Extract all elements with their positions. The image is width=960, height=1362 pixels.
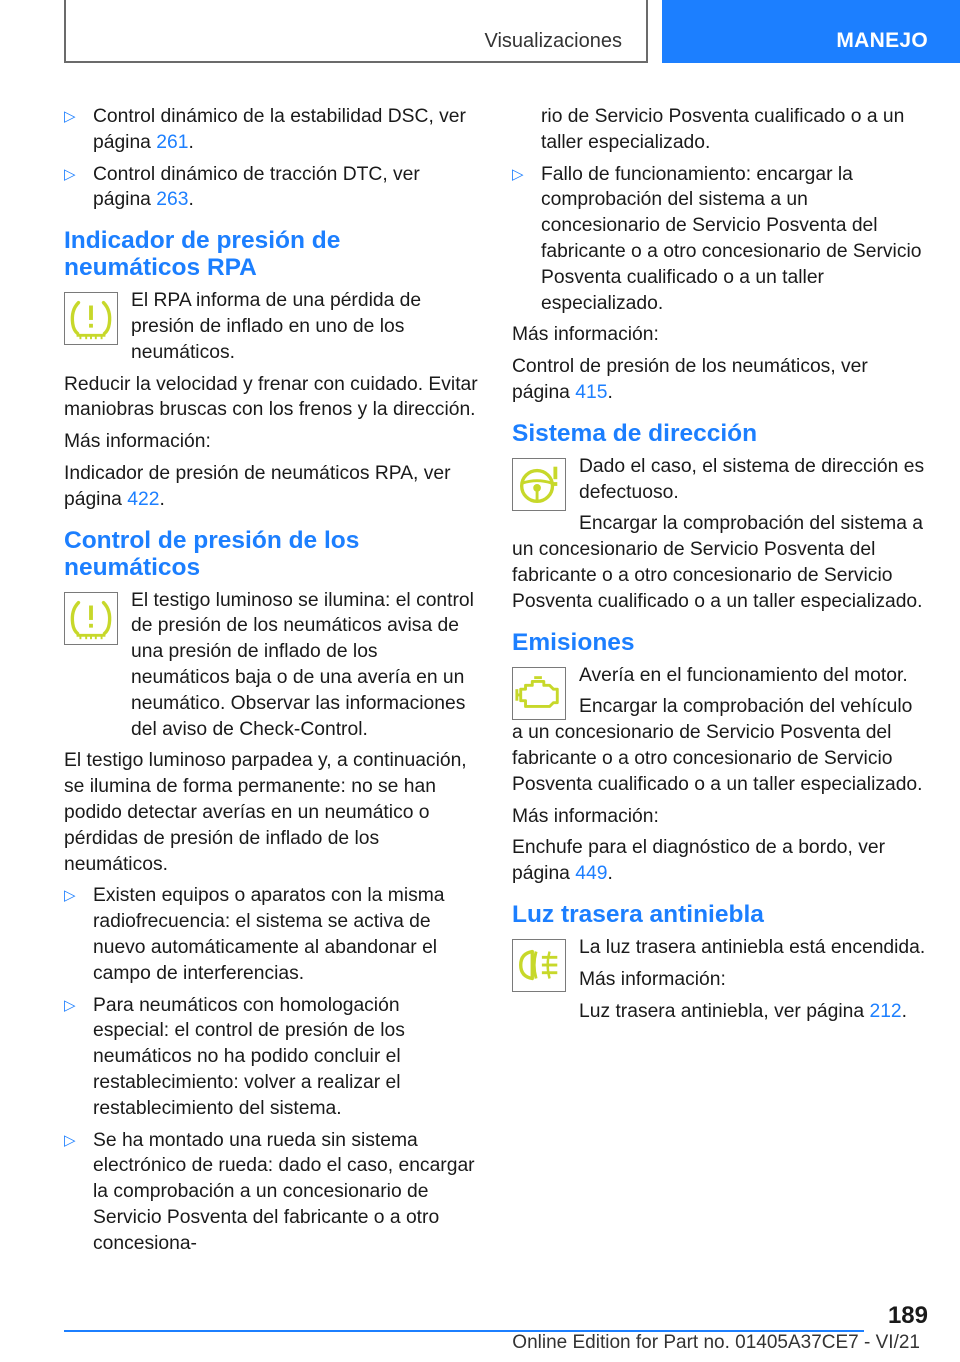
header-chapter-tab[interactable] — [662, 0, 960, 63]
more-info-label: Más información: — [579, 968, 726, 990]
list-item: ▷ Se ha montado una rueda sin sistema electrónico de rueda: dado el caso, encargar la comprobación a un concesionario de Servicio Posventa del fabricante o a otro concesiona- — [64, 1129, 475, 1254]
bullet-triangle-icon: ▷ — [64, 108, 76, 125]
icon-description-2: Encargar la comprobación del sistema a un concesionario de Servicio Posventa del fabricante o a otro concesionario de Servicio Posventa cualificado o a un taller especializado. — [512, 513, 924, 612]
list-item: ▷ Control dinámico de tracción DTC, ver página 263. — [64, 163, 420, 211]
tire-pressure-warning-icon — [64, 592, 118, 645]
page-link[interactable]: 422 — [127, 488, 160, 510]
icon-row — [512, 935, 928, 1024]
list-item: ▷ Existen equipos o aparatos con la misma radiofrecuencia: el sistema se activa de nuevo automáticamente al abandonar el campo de interferencias. — [64, 885, 445, 984]
more-info-label: Más información: — [512, 805, 659, 827]
list-item-continued: rio de Servicio Posventa cualificado o a un taller especializado. — [541, 106, 905, 153]
reference-paragraph: Enchufe para el diagnóstico de a bordo, ver página 449. — [512, 837, 886, 885]
page-number: 189 — [887, 1302, 928, 1329]
icon-row — [512, 663, 928, 798]
page-link[interactable]: 415 — [575, 381, 608, 403]
section-heading-tire-pressure-control: Control de presión de los neumáticos — [64, 526, 360, 581]
bullet-triangle-icon: ▷ — [512, 165, 524, 183]
header-chapter: MANEJO — [836, 29, 928, 52]
bullet-triangle-icon: ▷ — [64, 887, 76, 905]
page-link[interactable]: 261 — [156, 131, 189, 153]
reference-paragraph: Control de presión de los neumáticos, ver página 415. — [512, 356, 868, 403]
section-heading-emissions: Emisiones — [512, 628, 635, 656]
icon-row — [64, 588, 480, 743]
page-link[interactable]: 212 — [869, 1000, 902, 1022]
icon-description: El RPA informa de una pérdida de presión de inflado en uno de los neumáticos. — [131, 290, 422, 363]
icon-description-2: Encargar la comprobación del vehículo a un concesionario de Servicio Posventa del fabricante o a otro concesionario de Servicio Posventa cualificado o a un taller especializado. — [512, 696, 923, 795]
icon-row — [512, 454, 928, 615]
icon-description: El testigo luminoso se ilumina: el control de presión de los neumáticos avisa de una presión de inflado de los neumáticos baja o de una avería en un neumático. Observar las informaciones del aviso de Check-Control. — [131, 589, 474, 740]
header-section: Visualizaciones — [484, 30, 622, 52]
page-link[interactable]: 449 — [575, 863, 608, 885]
steering-warning-icon — [512, 458, 566, 511]
more-info-label: Más información: — [512, 324, 659, 346]
section-heading-rpa: Indicador de presión de neumáticos RPA — [64, 227, 341, 282]
icon-description: Dado el caso, el sistema de dirección es defectuoso. — [579, 455, 925, 503]
bullet-triangle-icon: ▷ — [64, 1131, 76, 1149]
paragraph: Reducir la velocidad y frenar con cuidado. Evitar maniobras bruscas con los frenos y la dirección. — [64, 373, 478, 421]
more-info-label: Más información: — [64, 431, 211, 453]
icon-description: La luz trasera antiniebla está encendida. — [579, 936, 926, 958]
engine-check-icon — [512, 667, 566, 720]
section-heading-steering: Sistema de dirección — [512, 419, 758, 447]
icon-description: Avería en el funcionamiento del motor. — [579, 664, 908, 686]
page-link[interactable]: 263 — [156, 189, 189, 211]
icon-row — [64, 288, 480, 365]
right-column — [512, 104, 928, 1030]
paragraph: El testigo luminoso parpadea y, a continuación, se ilumina de forma permanente: no se han podido detectar averías en un neumático o pérdidas de presión de inflado de los neumáticos. — [64, 750, 467, 875]
list-item: ▷ Control dinámico de la estabilidad DSC, ver página 261. — [64, 106, 466, 153]
reference-paragraph: Indicador de presión de neumáticos RPA, ver página 422. — [64, 462, 451, 510]
bullet-triangle-icon: ▷ — [64, 996, 76, 1014]
section-heading-rear-fog: Luz trasera antiniebla — [512, 900, 764, 928]
list-item: ▷ Para neumáticos con homologación especial: el control de presión de los neumáticos no ha podido concluir el restablecimiento: volver a realizar el restablecimiento del sistema. — [64, 994, 405, 1119]
list-item: ▷ Fallo de funcionamiento: encargar la comprobación del sistema a un concesionario de Servicio Posventa del fabricante o a otro concesionario de Servicio Posventa cualificado o a un taller especializado. — [512, 163, 922, 314]
left-column — [64, 104, 480, 1262]
bullet-triangle-icon: ▷ — [64, 165, 76, 183]
tire-pressure-warning-icon — [64, 292, 118, 345]
footer-edition: Online Edition for Part no. 01405A37CE7 - VI/21 — [512, 1332, 920, 1353]
rear-fog-light-icon — [512, 939, 566, 992]
header-section-box — [64, 0, 648, 63]
reference-paragraph: Luz trasera antiniebla, ver página 212. — [579, 1000, 908, 1022]
